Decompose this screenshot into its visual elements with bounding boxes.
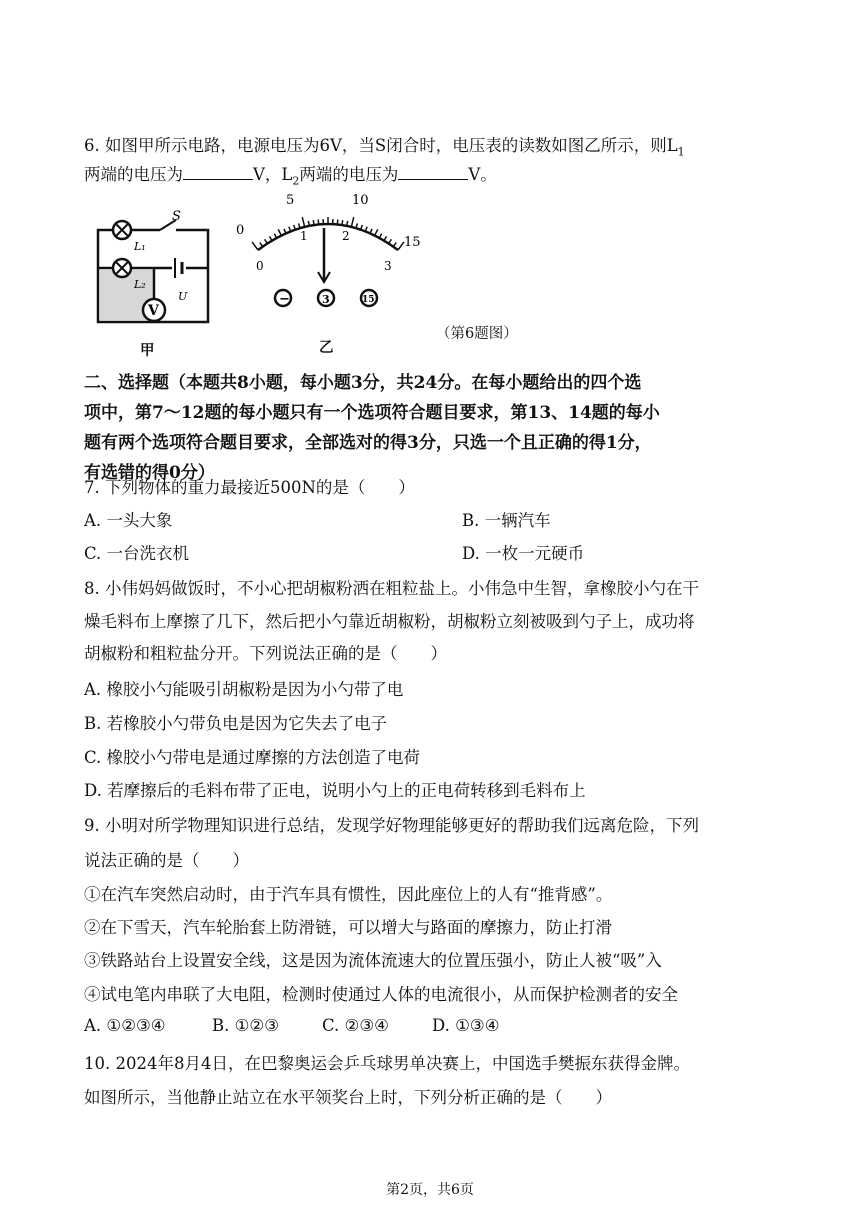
terminal-3-icon bbox=[318, 290, 334, 306]
q9-option-b[interactable]: B. ①②③ bbox=[212, 1016, 279, 1035]
dial-tick bbox=[351, 217, 353, 227]
section2-line2: 项中，第7～12题的每小题只有一个选项符合题目要求，第13、14题的每小 bbox=[84, 403, 660, 423]
lamp-l1-icon bbox=[113, 221, 131, 239]
q7-option-b[interactable]: B. 一辆汽车 bbox=[462, 511, 551, 530]
q7-option-a[interactable]: A. 一头大象 bbox=[84, 511, 173, 530]
q8-option-c[interactable]: C. 橡胶小勺带电是通过摩擦的方法创造了电荷 bbox=[84, 748, 421, 767]
q10-line1: 10. 2024年8月4日，在巴黎奥运会乒乓球男单决赛上，中国选手樊振东获得金牌。 bbox=[84, 1054, 690, 1073]
top-scale-0: 0 bbox=[236, 223, 245, 238]
section2-line1: 二、选择题（本题共8小题，每小题3分，共24分。在每小题给出的四个选 bbox=[84, 373, 642, 393]
q6-line1: 6. 如图甲所示电路，电源电压为6V，当S闭合时，电压表的读数如图乙所示，则$L_1$ bbox=[84, 136, 685, 159]
pointer-icon bbox=[318, 228, 330, 282]
q9-statement-2: ②在下雪天，汽车轮胎套上防滑链，可以增大与路面的摩擦力，防止打滑 bbox=[84, 918, 612, 937]
dial-tick bbox=[370, 229, 372, 234]
dial-tick bbox=[313, 220, 314, 225]
q7-stem: 7. 下列物体的重力最接近500N的是（ ） bbox=[84, 478, 415, 497]
dial-tick bbox=[308, 221, 309, 226]
q8-option-d[interactable]: D. 若摩擦后的毛料布带了正电，说明小勺上的正电荷转移到毛料布上 bbox=[84, 781, 586, 800]
q9-line2: 说法正确的是（ ） bbox=[84, 851, 249, 870]
page-footer: 第2页，共6页 bbox=[386, 1182, 474, 1198]
q6-blank-2[interactable] bbox=[398, 165, 468, 180]
q8-line3: 胡椒粉和粗粒盐分开。下列说法正确的是（ ） bbox=[84, 644, 447, 663]
section2-line4: 有选错的得0分） bbox=[84, 463, 215, 483]
dial-tick bbox=[379, 234, 381, 238]
q7-option-c[interactable]: C. 一台洗衣机 bbox=[84, 544, 190, 563]
q8-line2: 燥毛料布上摩擦了几下，然后把小勺靠近胡椒粉，胡椒粉立刻被吸到勺子上，成功将 bbox=[84, 612, 695, 631]
top-scale-15: 15 bbox=[404, 235, 421, 250]
voltmeter-label: V bbox=[148, 303, 159, 319]
dial-tick bbox=[260, 243, 263, 247]
fig-jia-label: 甲 bbox=[140, 342, 155, 359]
dial-tick bbox=[265, 239, 268, 243]
q8-option-b[interactable]: B. 若橡胶小勺带负电是因为它失去了电子 bbox=[84, 714, 388, 733]
voltmeter-dial bbox=[228, 188, 428, 348]
svg-text:−: − bbox=[279, 292, 290, 307]
circuit-diagram bbox=[92, 208, 217, 358]
top-scale-5: 5 bbox=[286, 193, 295, 208]
q9-option-c[interactable]: C. ②③④ bbox=[322, 1016, 389, 1035]
q6-blank-1[interactable] bbox=[183, 165, 253, 180]
terminal-15-icon bbox=[361, 290, 377, 306]
fig-yi-label: 乙 bbox=[319, 339, 334, 356]
bottom-scale-2: 2 bbox=[342, 229, 350, 243]
dial-tick bbox=[284, 229, 286, 234]
terminal-negative-icon bbox=[275, 290, 291, 307]
q9-option-a[interactable]: A. ①②③④ bbox=[84, 1016, 166, 1035]
dial-tick bbox=[274, 234, 276, 238]
dial-tick bbox=[252, 242, 258, 250]
dial-tick bbox=[389, 239, 392, 243]
l2-label: L₂ bbox=[134, 278, 146, 291]
svg-text:3: 3 bbox=[322, 293, 330, 306]
bottom-scale-1: 1 bbox=[300, 229, 308, 243]
section2-line3: 题有两个选项符合题目要求，全部选对的得3分，只选一个且正确的得1分， bbox=[84, 433, 652, 453]
dial-arc bbox=[258, 224, 398, 250]
u-label: U bbox=[178, 290, 188, 303]
dial-tick bbox=[342, 220, 343, 225]
battery-icon bbox=[172, 258, 186, 278]
top-scale-10: 10 bbox=[352, 193, 369, 208]
svg-text:15: 15 bbox=[362, 295, 375, 305]
l1-label: L₁ bbox=[134, 240, 146, 253]
dial-ticks bbox=[252, 217, 404, 250]
q6-line2: 两端的电压为 V，$L_2$两端的电压为 V。 bbox=[84, 165, 497, 188]
bottom-scale-3: 3 bbox=[384, 259, 392, 273]
q8-line1: 8. 小伟妈妈做饭时，不小心把胡椒粉洒在粗粒盐上。小伟急中生智，拿橡胶小勺在干 bbox=[84, 579, 699, 598]
lamp-l2-icon bbox=[113, 259, 131, 277]
q9-statement-1: ①在汽车突然启动时，由于汽车具有惯性，因此座位上的人有“推背感”。 bbox=[84, 885, 613, 904]
q7-option-d[interactable]: D. 一枚一元硬币 bbox=[462, 544, 585, 563]
q8-option-a[interactable]: A. 橡胶小勺能吸引胡椒粉是因为小勺带了电 bbox=[84, 680, 404, 699]
dial-tick bbox=[302, 217, 304, 227]
dial-tick bbox=[375, 229, 378, 235]
dial-tick bbox=[347, 221, 348, 226]
switch-label: S bbox=[172, 209, 181, 224]
q9-option-d[interactable]: D. ①③④ bbox=[432, 1016, 500, 1035]
dial-tick bbox=[278, 229, 281, 235]
bottom-scale-0: 0 bbox=[256, 259, 264, 273]
q9-line1: 9. 小明对所学物理知识进行总结，发现学好物理能够更好的帮助我们远离危险，下列 bbox=[84, 816, 699, 835]
fig-caption: （第6题图） bbox=[436, 326, 518, 342]
q10-line2: 如图所示，当他静止站立在水平领奖台上时，下列分析正确的是（ ） bbox=[84, 1088, 612, 1107]
q9-statement-4: ④试电笔内串联了大电阻，检测时使通过人体的电流很小，从而保护检测者的安全 bbox=[84, 985, 678, 1004]
q9-statement-3: ③铁路站台上设置安全线，这是因为流体流速大的位置压强小，防止人被“吸”入 bbox=[84, 951, 662, 970]
dial-tick bbox=[393, 243, 396, 247]
